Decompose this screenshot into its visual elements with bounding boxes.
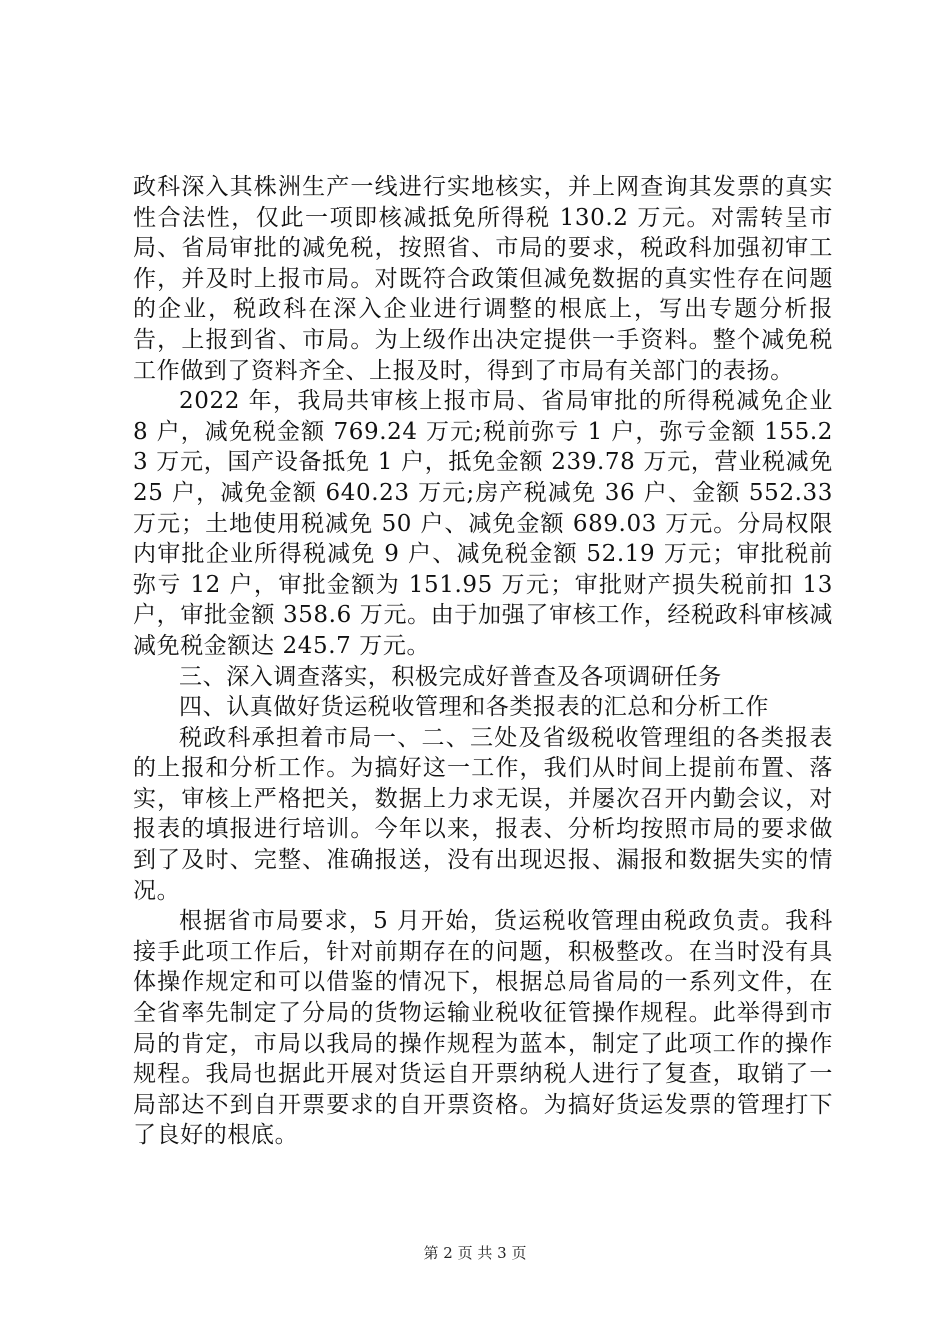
section-heading-4: 四、认真做好货运税收管理和各类报表的汇总和分析工作 (179, 694, 769, 721)
section-heading-3: 三、深入调查落实，积极完成好普查及各项调研任务 (179, 663, 722, 690)
page-footer: 第 2 页 共 3 页 (423, 1244, 527, 1262)
paragraph-2: 2022 年，我局共审核上报市局、省局审批的所得税减免企业 8 户，减免税金额 769.24 万元;税前弥亏 1 户，弥亏金额 155.23 万元，国产设备抵免 1 户，抵免金额 239.78 万元，营业税减免 25 户，减免金额 640.23 万元;房产税减免 36 户、金额 552.33 万元；土地使用税减免 50 户、减免金额 689.03 万元。分局权限内审批企业所得税减免 9 户、减免税金额 52.19 万元；审批税前弥亏 12 户，审批金额为 151.95 万元；审批财产损失税前扣 13 户，审批金额 358.6 万元。由于加强了审核工作，经税政科审核减减免税金额达 245.7 万元。 (133, 388, 833, 659)
paragraph-6: 根据省市局要求，5 月开始，货运税收管理由税政负责。我科接手此项工作后，针对前期存在的问题，积极整改。在当时没有具体操作规定和可以借鉴的情况下，根据总局省局的一系列文件，在全省率先制定了分局的货物运输业税收征管操作规程。此举得到市局的肯定，市局以我局的操作规程为蓝本，制定了此项工作的操作规程。我局也据此开展对货运自开票纳税人进行了复查，取销了一局部达不到自开票要求的自开票资格。为搞好货运发票的管理打下了良好的根底。 (133, 908, 833, 1149)
paragraph-5: 税政科承担着市局一、二、三处及省级税收管理组的各类报表的上报和分析工作。为搞好这一工作，我们从时间上提前布置、落实，审核上严格把关，数据上力求无误，并屡次召开内勤会议，对报表的填报进行培训。今年以来，报表、分析均按照市局的要求做到了及时、完整、准确报送，没有出现迟报、漏报和数据失实的情况。 (133, 724, 833, 904)
document-body (133, 172, 833, 1151)
paragraph-1: 政科深入其株洲生产一线进行实地核实，并上网查询其发票的真实性合法性，仅此一项即核减抵免所得税 130.2 万元。对需转呈市局、省局审批的减免税，按照省、市局的要求，税政科加强初审工作，并及时上报市局。对既符合政策但减免数据的真实性存在问题的企业，税政科在深入企业进行调整的根底上，写出专题分析报告，上报到省、市局。为上级作出决定提供一手资料。整个减免税工作做到了资料齐全、上报及时，得到了市局有关部门的表扬。 (133, 174, 833, 384)
